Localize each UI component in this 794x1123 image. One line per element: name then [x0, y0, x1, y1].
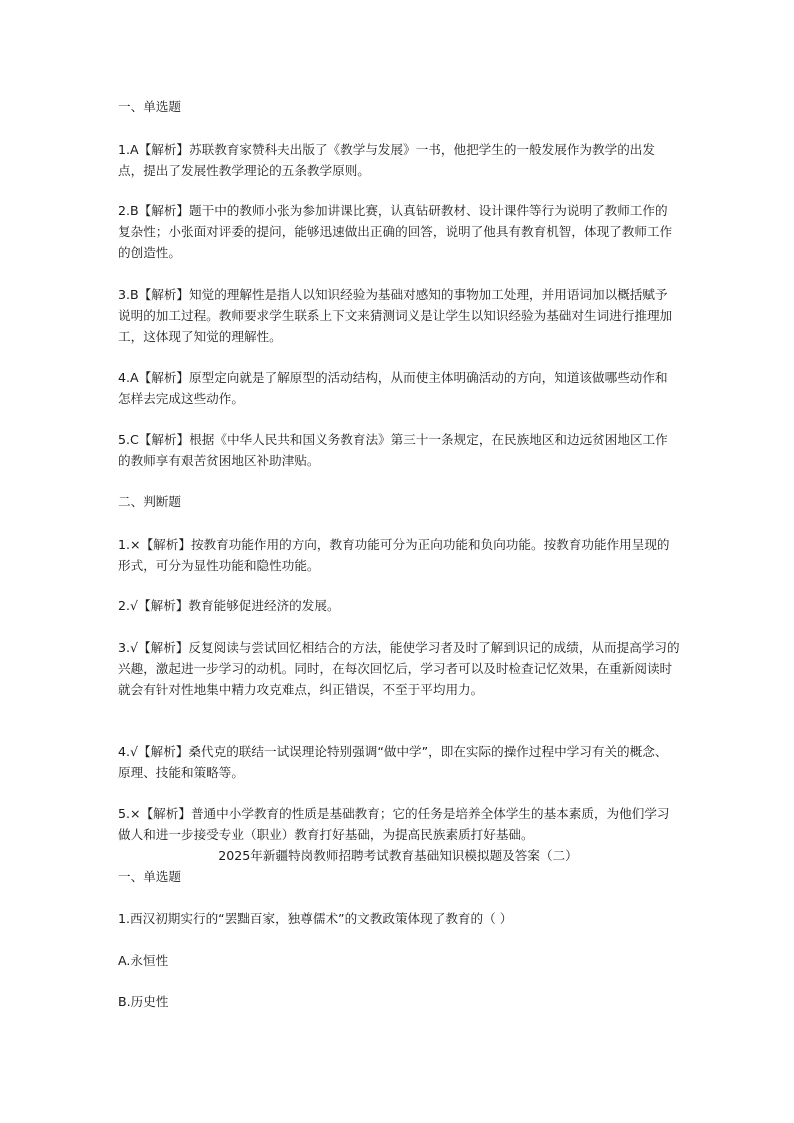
section-title-judgment: 二、判断题 — [118, 494, 181, 509]
judgment-explanation-4: 4.√【解析】桑代克的联结一试误理论特别强调“做中学”，即在实际的操作过程中学习有关的概念、原理、技能和策略等。 — [118, 744, 668, 780]
answer-explanation-2: 2.B【解析】题干中的教师小张为参加讲课比赛，认真钻研教材、设计课件等行为说明了教师工作的复杂性；小张面对评委的提问，能够迅速做出正确的回答，说明了他具有教育机智，体现了教师工作的创造性。 — [118, 203, 673, 260]
question-stem: 1.西汉初期实行的“罢黜百家，独尊儒术”的文教政策体现了教育的（ ） — [118, 911, 513, 926]
option-b: B.历史性 — [118, 994, 169, 1009]
option-a: A.永恒性 — [118, 953, 169, 968]
section-title-single-choice-2: 一、单选题 — [118, 869, 181, 884]
answer-explanation-4: 4.A【解析】原型定向就是了解原型的活动结构，从而使主体明确活动的方向，知道该做哪些动作和怎样去完成这些动作。 — [118, 370, 668, 406]
exam-title: 2025年新疆特岗教师招聘考试教育基础知识模拟题及答案（二） — [218, 848, 578, 863]
answer-explanation-1: 1.A【解析】苏联教育家赞科夫出版了《教学与发展》一书，他把学生的一般发展作为教学的出发点，提出了发展性教学理论的五条教学原则。 — [118, 142, 655, 178]
judgment-explanation-2: 2.√【解析】教育能够促进经济的发展。 — [118, 598, 340, 613]
answer-explanation-3: 3.B【解析】知觉的理解性是指人以知识经验为基础对感知的事物加工处理，并用语词加以概括赋予说明的加工过程。教师要求学生联系上下文来猜测词义是让学生以知识经验为基础对生词进行推理加工，这体现了知觉的理解性。 — [118, 287, 673, 344]
document-page — [118, 0, 678, 1123]
answer-explanation-5: 5.C【解析】根据《中华人民共和国义务教育法》第三十一条规定，在民族地区和边远贫困地区工作的教师享有艰苦贫困地区补助津贴。 — [118, 432, 668, 468]
judgment-explanation-3: 3.√【解析】反复阅读与尝试回忆相结合的方法，能使学习者及时了解到识记的成绩，从而提高学习的兴趣，激起进一步学习的动机。同时，在每次回忆后，学习者可以及时检查记忆效果，在重新阅读时就会有针对性地集中精力攻克难点，纠正错误，不至于平均用力。 — [118, 640, 680, 697]
judgment-explanation-5: 5.×【解析】普通中小学教育的性质是基础教育；它的任务是培养全体学生的基本素质，为他们学习做人和进一步接受专业（职业）教育打好基础，为提高民族素质打好基础。 — [118, 806, 670, 842]
judgment-explanation-1: 1.×【解析】按教育功能作用的方向，教育功能可分为正向功能和负向功能。按教育功能作用呈现的形式，可分为显性功能和隐性功能。 — [118, 537, 670, 573]
section-title-single-choice: 一、单选题 — [118, 99, 181, 114]
